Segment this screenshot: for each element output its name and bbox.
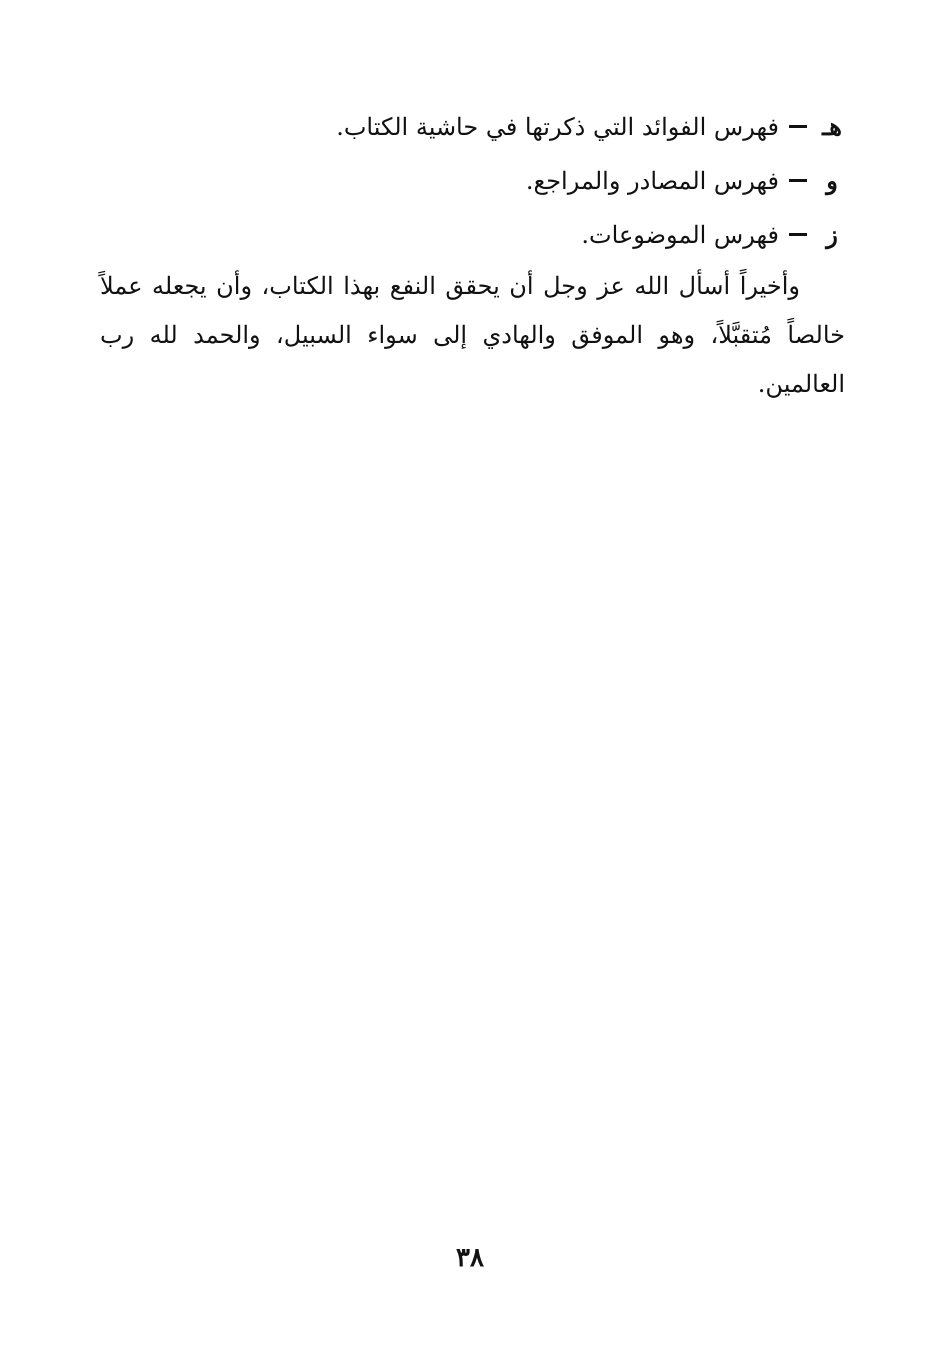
- list-marker: هـ: [822, 112, 842, 141]
- list-item: [100, 208, 845, 262]
- dash-separator: [789, 233, 807, 236]
- list-item: [100, 100, 845, 154]
- list-item-text: فهرس المصادر والمراجع.: [525, 167, 779, 195]
- page-number: ٣٨: [456, 1243, 484, 1273]
- dash-separator: [789, 125, 807, 128]
- index-list: [100, 100, 845, 262]
- dash-separator: [789, 179, 807, 182]
- list-item-text: فهرس الفوائد التي ذكرتها في حاشية الكتاب.: [336, 113, 779, 141]
- list-item-text: فهرس الموضوعات.: [581, 221, 779, 249]
- list-marker: ز: [826, 220, 838, 249]
- closing-paragraph: وأخيراً أسأل الله عز وجل أن يحقق النفع بهذا الكتاب، وأن يجعله عملاً خالصاً مُتقبَّلاً، وهو الموفق والهادي إلى سواء السبيل، والحمد لله رب العالمين.: [100, 272, 845, 398]
- list-marker: و: [826, 166, 838, 195]
- list-item: [100, 154, 845, 208]
